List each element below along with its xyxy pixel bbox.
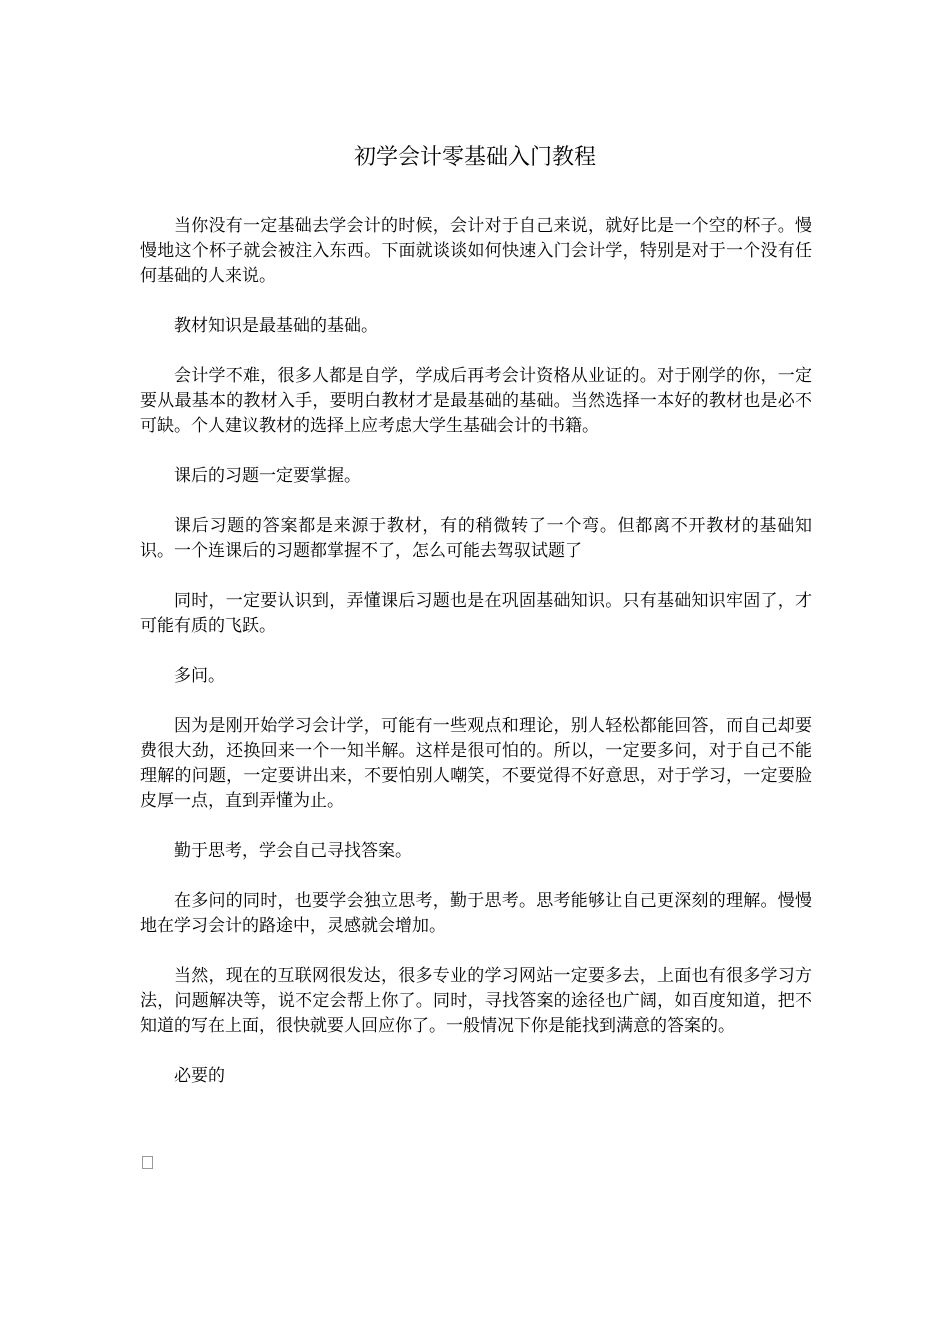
- paragraph-necessary: 必要的: [174, 1066, 225, 1086]
- paragraph-think: 在多问的同时，也要学会独立思考，勤于思考。思考能够让自己更深刻的理解。慢慢地在学习会计的路途中，灵感就会增加。: [140, 891, 812, 936]
- paragraph-intro: 当你没有一定基础去学会计的时候，会计对于自己来说，就好比是一个空的杯子。慢慢地这个杯子就会被注入东西。下面就谈谈如何快速入门会计学，特别是对于一个没有任何基础的人来说。: [140, 216, 812, 286]
- document-title: 初学会计零基础入门教程: [353, 145, 596, 170]
- paragraph-heading-think: 勤于思考，学会自己寻找答案。: [174, 841, 412, 861]
- paragraph-ask: 因为是刚开始学习会计学，可能有一些观点和理论，别人轻松都能回答，而自己却要费很大劲，还换回来一个一知半解。这样是很可怕的。所以，一定要多问，对于自己不能理解的问题，一定要讲出来，不要怕别人嘲笑，不要觉得不好意思，对于学习，一定要脸皮厚一点，直到弄懂为止。: [140, 716, 812, 811]
- paragraph-exercises: 课后习题的答案都是来源于教材，有的稍微转了一个弯。但都离不开教材的基础知识。一个连课后的习题都掌握不了，怎么可能去驾驭试题了: [140, 516, 812, 561]
- paragraph-internet: 当然，现在的互联网很发达，很多专业的学习网站一定要多去，上面也有很多学习方法，问题解决等，说不定会帮上你了。同时，寻找答案的途径也广阔，如百度知道，把不知道的写在上面，很快就要人回应你了。一般情况下你是能找到满意的答案的。: [140, 966, 812, 1036]
- paragraph-heading-ask: 多问。: [174, 666, 225, 686]
- paragraph-textbook: 会计学不难，很多人都是自学，学成后再考会计资格从业证的。对于刚学的你，一定要从最基本的教材入手，要明白教材才是最基础的基础。当然选择一本好的教材也是必不可缺。个人建议教材的选择上应考虑大学生基础会计的书籍。: [140, 366, 812, 436]
- paragraph-exercises-foundation: 同时，一定要认识到，弄懂课后习题也是在巩固基础知识。只有基础知识牢固了，才可能有质的飞跃。: [140, 591, 812, 636]
- missing-glyph-icon: [142, 1156, 153, 1169]
- paragraph-heading-textbook: 教材知识是最基础的基础。: [174, 316, 378, 336]
- paragraph-heading-exercises: 课后的习题一定要掌握。: [174, 466, 361, 486]
- document-body: [140, 214, 812, 1114]
